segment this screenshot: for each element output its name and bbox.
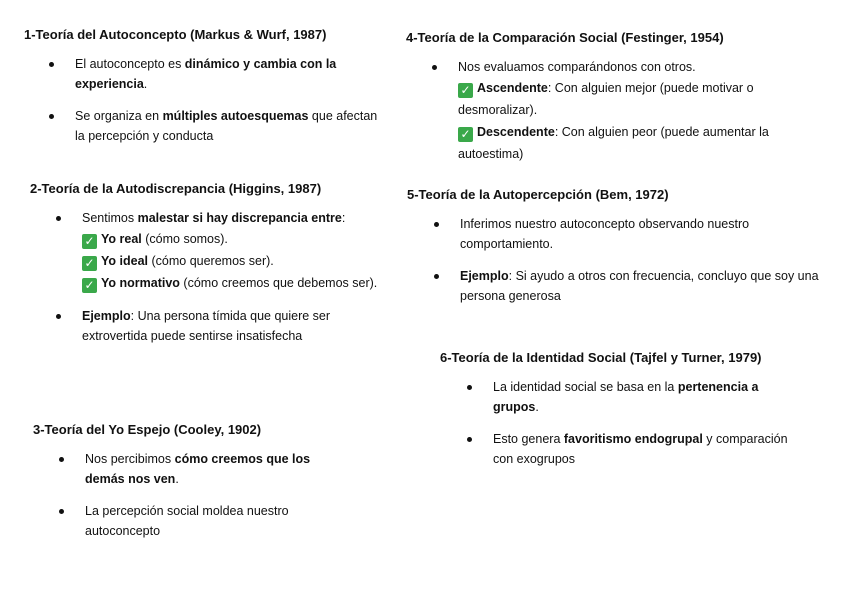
section-title: 6-Teoría de la Identidad Social (Tajfel y Turner, 1979) <box>440 350 762 365</box>
list-item: Ejemplo: Una persona tímida que quiere ser extrovertida puede sentirse insatisfecha <box>82 306 372 346</box>
section-autoconcepto <box>24 27 384 158</box>
section-title: 4-Teoría de la Comparación Social (Festinger, 1954) <box>406 30 724 45</box>
check-icon: ✓ <box>82 234 97 249</box>
section-identidad-social <box>440 350 840 481</box>
list-item: Ejemplo: Si ayudo a otros con frecuencia, concluyo que soy una persona generosa <box>460 266 820 306</box>
check-icon: ✓ <box>82 278 97 293</box>
section-title: 5-Teoría de la Autopercepción (Bem, 1972) <box>407 187 669 202</box>
section-autopercepcion <box>407 187 827 318</box>
list-item: La identidad social se basa en la pertenencia a grupos. <box>493 377 793 417</box>
list-item: Se organiza en múltiples autoesquemas que afectan la percepción y conducta <box>75 106 384 146</box>
section-comparacion-social <box>406 30 826 177</box>
check-icon: ✓ <box>458 83 473 98</box>
list-item: El autoconcepto es dinámico y cambia con la experiencia. <box>75 54 384 94</box>
check-icon: ✓ <box>82 256 97 271</box>
list-item: Nos percibimos cómo creemos que los demás nos ven. <box>85 449 345 489</box>
section-title: 1-Teoría del Autoconcepto (Markus & Wurf, 1987) <box>24 27 327 42</box>
section-title: 2-Teoría de la Autodiscrepancia (Higgins, 1987) <box>30 181 322 196</box>
list-item: Esto genera favoritismo endogrupal y comparación con exogrupos <box>493 429 793 469</box>
section-autodiscrepancia <box>30 181 390 358</box>
section-title: 3-Teoría del Yo Espejo (Cooley, 1902) <box>33 422 262 437</box>
section-yo-espejo <box>33 422 353 553</box>
list-item: Inferimos nuestro autoconcepto observando nuestro comportamiento. <box>460 214 820 254</box>
check-icon: ✓ <box>458 127 473 142</box>
list-item: La percepción social moldea nuestro autoconcepto <box>85 501 345 541</box>
list-item: Nos evaluamos comparándonos con otros. ✓ Ascendente: Con alguien mejor (puede motivar o desmoralizar). ✓ Descendente: Con alguien peor (puede aumentar la autoestima) <box>458 57 818 165</box>
list-item: Sentimos malestar si hay discrepancia entre: ✓ Yo real (cómo somos). ✓ Yo ideal (cómo queremos ser). ✓ Yo normativo (cómo creemos que debemos ser). <box>82 208 390 294</box>
